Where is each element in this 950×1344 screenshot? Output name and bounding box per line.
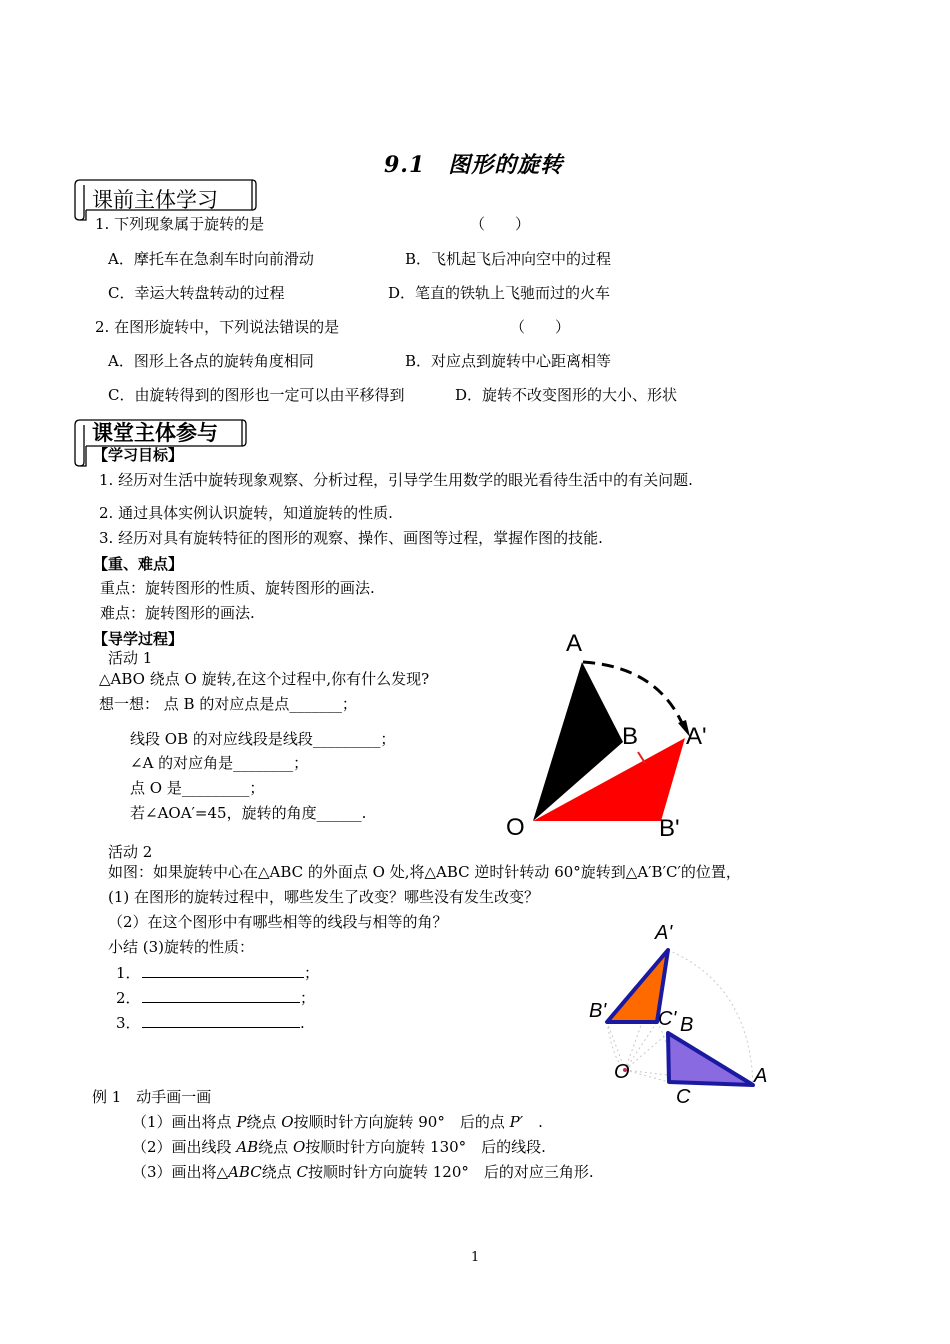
section-heading-class-participation: 课堂主体参与 — [92, 421, 218, 445]
page-number: 1 — [471, 1250, 480, 1265]
key-points-heading: 【重、难点】 — [93, 555, 184, 573]
property-blank-2[interactable] — [142, 1002, 300, 1003]
activity-2-label: 活动 2 — [108, 843, 153, 861]
activity-1-question-ob: 线段 OB 的对应线段是线段_________； — [130, 730, 396, 748]
question-1-answer-paren: （ ） — [470, 215, 531, 233]
activity-1-label: 活动 1 — [108, 649, 153, 667]
figure-2-label-a: A — [754, 1065, 768, 1087]
figure-2-label-o: O — [614, 1061, 630, 1083]
correspondence-tick — [638, 752, 645, 763]
property-blank-3-end: . — [300, 1014, 305, 1032]
figure-2-label-c: C — [676, 1086, 691, 1108]
guide-process-heading: 【导学过程】 — [93, 630, 184, 648]
activity-1-question-rotation-angle: 若∠AOA′=45，旋转的角度______. — [130, 804, 367, 822]
question-2-stem: 2. 在图形旋转中，下列说法错误的是 — [95, 318, 340, 336]
example-1-item-3: （3）画出将△ABC绕点 C按顺时针方向旋转 120° 后的对应三角形. — [132, 1163, 594, 1181]
section-heading-pre-study: 课前主体学习 — [92, 188, 218, 212]
activity-1-description: △ABO 绕点 O 旋转,在这个过程中,你有什么发现? — [99, 670, 430, 688]
learning-goal-3: 3. 经历对具有旋转特征的图形的观察、操作、画图等过程，掌握作图的技能. — [99, 529, 603, 547]
property-blank-2-end: ； — [300, 989, 316, 1007]
example-1-item-2: （2）画出线段 AB绕点 O按顺时针方向旋转 130° 后的线段. — [132, 1138, 546, 1156]
property-blank-2-number: 2． — [116, 989, 141, 1007]
triangle-abc-original — [668, 1033, 753, 1085]
question-2-option-b[interactable]: B．对应点到旋转中心距离相等 — [405, 352, 612, 370]
question-1-option-a[interactable]: A．摩托车在急刹车时向前滑动 — [108, 250, 314, 268]
figure-1-label-b-prime: B' — [659, 815, 680, 842]
example-1-item-1: （1）画出将点 P绕点 O按顺时针方向旋转 90° 后的点 P′ . — [132, 1113, 543, 1131]
question-1-option-b[interactable]: B．飞机起飞后冲向空中的过程 — [405, 250, 612, 268]
activity-2-description: 如图：如果旋转中心在△ABC 的外面点 O 处,将△ABC 逆时针转动 60°旋转到△A′B′C′的位置， — [108, 863, 741, 881]
question-2-option-d[interactable]: D．旋转不改变图形的大小、形状 — [455, 386, 678, 404]
figure-2-label-a-prime: A' — [655, 922, 673, 944]
activity-1-think: 想一想： 点 B 的对应点是点_______； — [99, 695, 357, 713]
figure-2-label-b: B — [680, 1014, 694, 1036]
property-blank-3[interactable] — [142, 1027, 300, 1028]
question-1-stem: 1. 下列现象属于旋转的是 — [95, 215, 265, 233]
property-blank-1[interactable] — [142, 977, 304, 978]
page-title: 9.1 图形的旋转 — [384, 152, 564, 178]
activity-2-summary: 小结 (3)旋转的性质： — [108, 938, 255, 956]
question-2-option-a[interactable]: A．图形上各点的旋转角度相同 — [108, 352, 314, 370]
figure-1-label-a: A — [566, 630, 583, 657]
key-point: 重点：旋转图形的性质、旋转图形的画法. — [100, 579, 375, 597]
difficult-point: 难点：旋转图形的画法. — [100, 604, 255, 622]
figure-2-label-c-prime: C' — [658, 1008, 677, 1030]
figure-1-label-a-prime: A' — [686, 723, 707, 750]
property-blank-3-number: 3． — [116, 1014, 141, 1032]
figure-1-label-b: B — [622, 723, 639, 750]
learning-goal-1: 1. 经历对生活中旋转现象观察、分析过程，引导学生用数学的眼光看待生活中的有关问题. — [99, 471, 693, 489]
figure-1-label-o: O — [506, 814, 525, 841]
question-2-answer-paren: （ ） — [510, 318, 571, 336]
activity-2-question-2: （2）在这个图形中有哪些相等的线段与相等的角？ — [108, 913, 448, 931]
figure-2-label-b-prime: B' — [589, 1000, 607, 1022]
question-2-option-c[interactable]: C．由旋转得到的图形也一定可以由平移得到 — [108, 386, 405, 404]
activity-1-question-angle-a: ∠A 的对应角是________； — [130, 754, 309, 772]
property-blank-1-number: 1． — [116, 964, 141, 982]
question-1-option-c[interactable]: C．幸运大转盘转动的过程 — [108, 284, 285, 302]
activity-2-question-1: (1) 在图形的旋转过程中，哪些发生了改变？哪些没有发生改变？ — [108, 888, 540, 906]
property-blank-1-end: ； — [304, 964, 320, 982]
activity-1-question-point-o: 点 O 是_________； — [130, 779, 265, 797]
example-1-heading: 例 1 动手画一画 — [92, 1088, 212, 1106]
learning-goal-2: 2. 通过具体实例认识旋转，知道旋转的性质. — [99, 504, 393, 522]
learning-goals-heading: 【学习目标】 — [93, 446, 184, 464]
question-1-option-d[interactable]: D．笔直的铁轨上飞驰而过的火车 — [388, 284, 611, 302]
